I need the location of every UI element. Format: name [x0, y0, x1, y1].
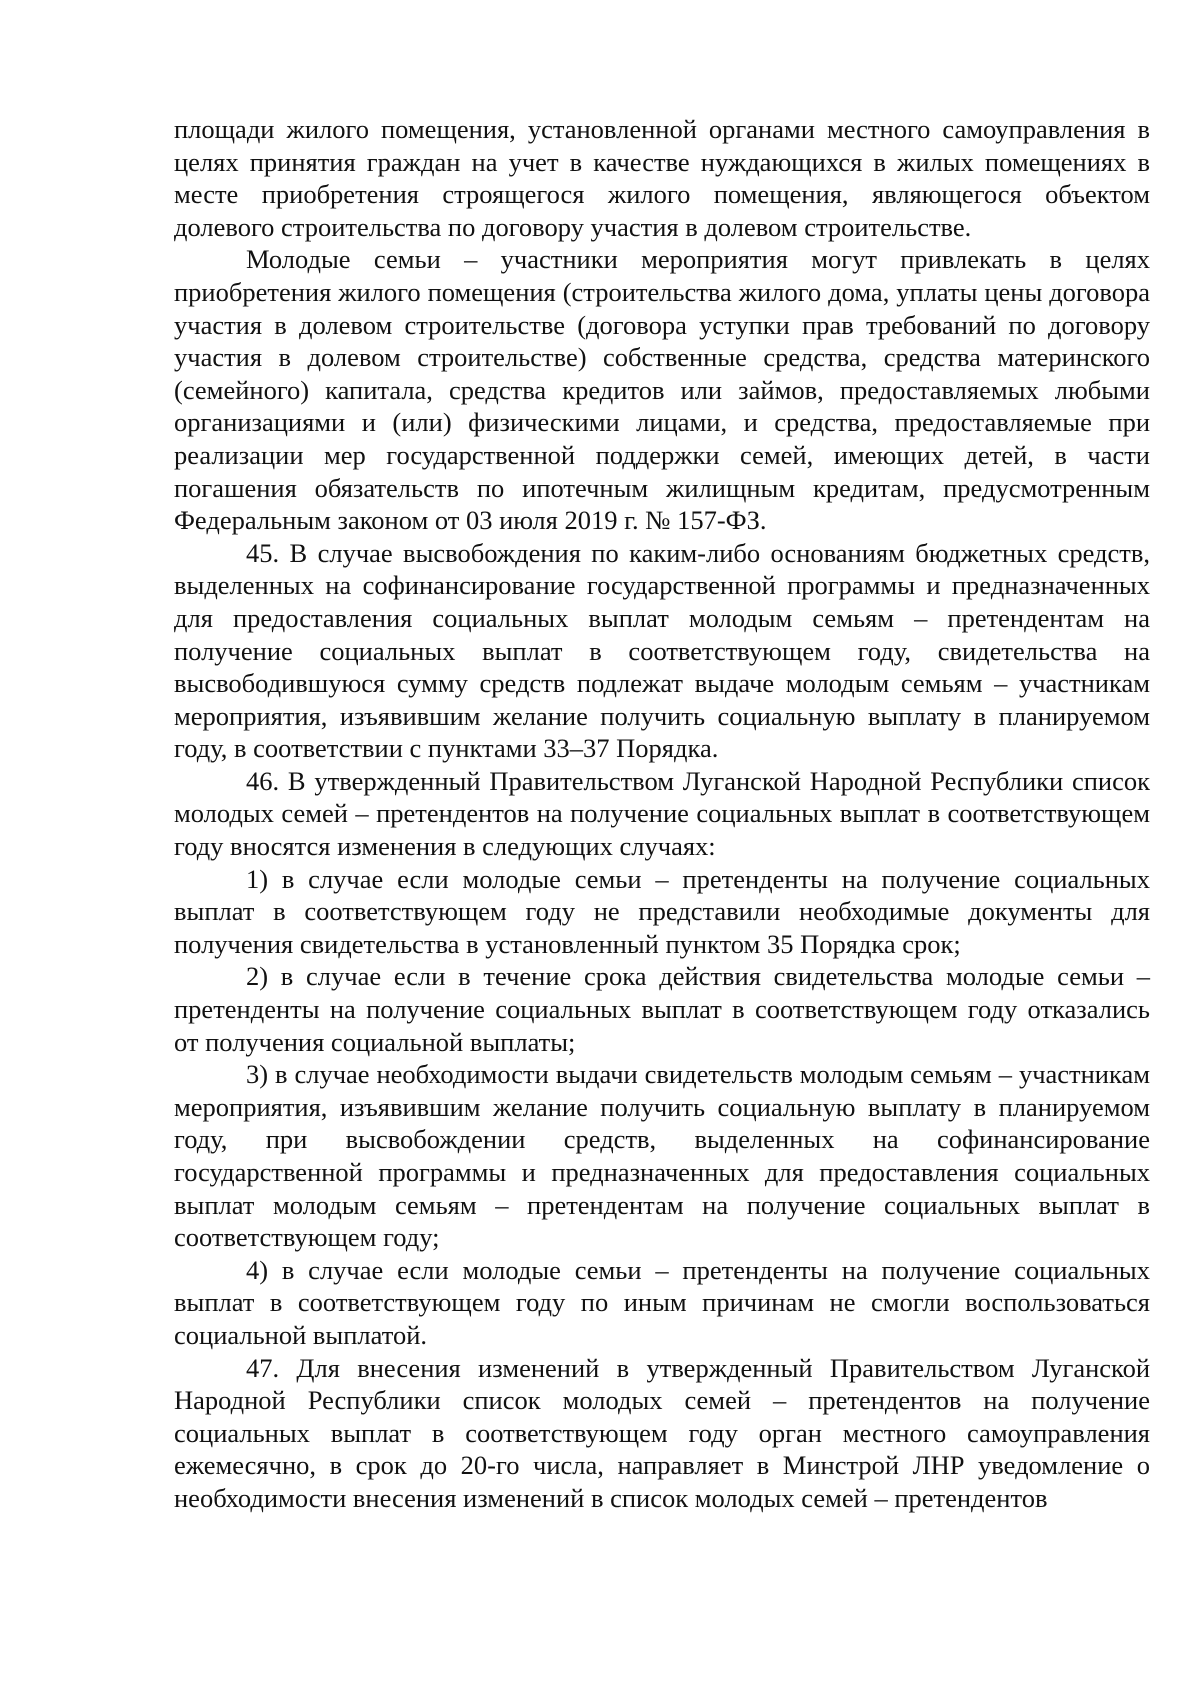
- paragraph-young-families-funds: Молодые семьи – участники мероприятия могут привлекать в целях приобретения жилого помещения (строительства жилого дома, уплаты цены договора участия в долевом строительстве (договора уступки прав требований по договору участия в долевом строительстве) собственные средства, средства материнского (семейного) капитала, средства кредитов или займов, предоставляемых любыми организациями и (или) физическими лицами, и средства, предоставляемые при реализации мер государственной поддержки семей, имеющих детей, в части погашения обязательств по ипотечным жилищным кредитам, предусмотренным Федеральным законом от 03 июля 2019 г. № 157-ФЗ.: [174, 244, 1150, 536]
- list-item-46-4: 4) в случае если молодые семьи – претенденты на получение социальных выплат в соответствующем году по иным причинам не смогли воспользоваться социальной выплатой.: [174, 1254, 1150, 1350]
- list-item-46-1: 1) в случае если молодые семьи – претенденты на получение социальных выплат в соответствующем году не представили необходимые документы для получения свидетельства в установленный пунктом 35 Порядка срок;: [174, 863, 1150, 959]
- paragraph-47: 47. Для внесения изменений в утвержденный Правительством Луганской Народной Республики список молодых семей – претендентов на получение социальных выплат в соответствующем году орган местного самоуправления ежемесячно, в срок до 20-го числа, направляет в Минстрой ЛНР уведомление о необходимости внесения изменений в список молодых семей – претендентов: [174, 1352, 1150, 1513]
- document-body: [174, 113, 1150, 1515]
- paragraph-46: 46. В утвержденный Правительством Луганской Народной Республики список молодых семей – претендентов на получение социальных выплат в соответствующем году вносятся изменения в следующих случаях:: [174, 765, 1150, 862]
- paragraph-45: 45. В случае высвобождения по каким-либо основаниям бюджетных средств, выделенных на софинансирование государственной программы и предназначенных для предоставления социальных выплат молодым семьям – претендентам на получение социальных выплат в соответствующем году, свидетельства на высвободившуюся сумму средств подлежат выдаче молодым семьям – участникам мероприятия, изъявившим желание получить социальную выплату в планируемом году, в соответствии с пунктами 33–37 Порядка.: [174, 537, 1150, 764]
- list-item-46-2: 2) в случае если в течение срока действия свидетельства молодые семьи – претенденты на получение социальных выплат в соответствующем году отказались от получения социальной выплаты;: [174, 961, 1150, 1057]
- list-item-46-3: 3) в случае необходимости выдачи свидетельств молодым семьям – участникам мероприятия, изъявившим желание получить социальную выплату в планируемом году, при высвобождении средств, выделенных на софинансирование государственной программы и предназначенных для предоставления социальных выплат молодым семьям – претендентам на получение социальных выплат в соответствующем году;: [174, 1059, 1150, 1253]
- paragraph-continuation: площади жилого помещения, установленной органами местного самоуправления в целях принятия граждан на учет в качестве нуждающихся в жилых помещениях в месте приобретения строящегося жилого помещения, являющегося объектом долевого строительства по договору участия в долевом строительстве.: [174, 114, 1150, 242]
